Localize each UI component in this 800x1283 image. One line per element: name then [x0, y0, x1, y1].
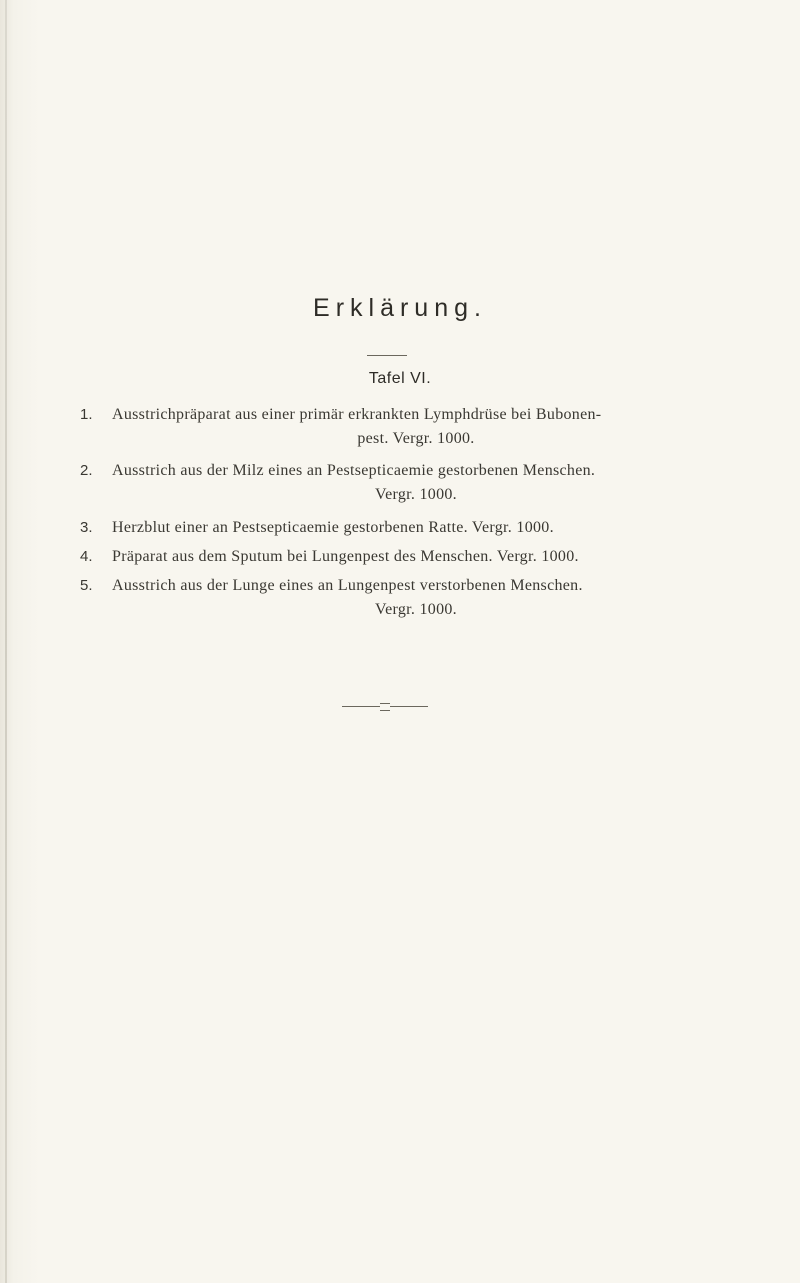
item-number: 1.	[80, 406, 93, 423]
binding-edge	[5, 0, 7, 1283]
item-text-continued: Vergr. 1000.	[375, 486, 457, 503]
list-item	[80, 459, 720, 507]
item-text: Herzblut einer an Pestsepticaemie gestorbenen Ratte. Vergr. 1000.	[112, 519, 554, 536]
plate-label: Tafel VI.	[368, 370, 432, 387]
page-title: Erklärung.	[313, 294, 487, 322]
end-ornament	[342, 702, 428, 710]
list-item	[80, 403, 720, 451]
list-item	[80, 516, 720, 540]
item-number: 2.	[80, 462, 93, 479]
item-text: Präparat aus dem Sputum bei Lungenpest des Menschen. Vergr. 1000.	[112, 548, 579, 565]
item-number: 3.	[80, 519, 93, 536]
title-divider	[367, 355, 407, 356]
ornament-mark	[380, 703, 390, 711]
item-number: 5.	[80, 577, 93, 594]
list-item	[80, 545, 720, 569]
item-text: Ausstrichpräparat aus einer primär erkrankten Lymphdrüse bei Bubonen-	[112, 406, 602, 423]
item-text: Ausstrich aus der Milz eines an Pestsepticaemie gestorbenen Menschen.	[112, 462, 596, 479]
item-number: 4.	[80, 548, 93, 565]
item-text-continued: Vergr. 1000.	[375, 601, 457, 618]
item-text-continued: pest. Vergr. 1000.	[357, 430, 475, 447]
item-text: Ausstrich aus der Lunge eines an Lungenpest verstorbenen Menschen.	[112, 577, 583, 594]
list-item	[80, 574, 720, 622]
